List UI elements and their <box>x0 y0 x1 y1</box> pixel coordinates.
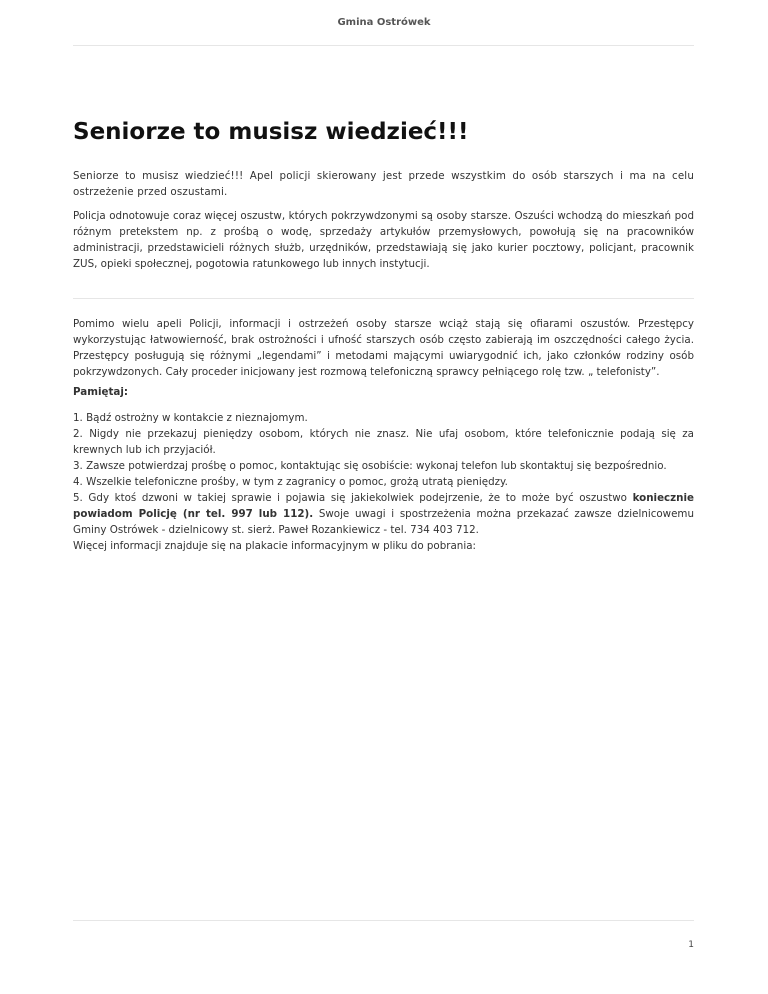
more-info-text: Więcej informacji znajduje się na plakacie informacyjnym w pliku do pobrania: <box>73 540 476 552</box>
body-paragraph: Pomimo wielu apeli Policji, informacji i ostrzeżeń osoby starsze wciąż stają się ofiarami oszustów. Przestępcy wykorzystując łatwowierność, brak ostrożności i ufność starszych osób często zabierają im oszczędności całego życia. Przestępcy posługują się różnymi „legendami” i metodami mającymi uwiarygodnić ich, jako członków rodziny osób pokrzywdzonych. Cały proceder inicjowany jest rozmową telefoniczną sprawcy pełniącego rolę tzw. „ telefonisty”. <box>73 318 694 378</box>
content-divider <box>73 298 694 299</box>
body-section <box>73 316 694 380</box>
tip5-text: 5. Gdy ktoś dzwoni w takiej sprawie i pojawia się jakiekolwiek podejrzenie, że to może być oszustwo <box>73 492 633 504</box>
tip-item: 4. Wszelkie telefoniczne prośby, w tym z zagranicy o pomoc, grożą utratą pieniędzy. <box>73 476 508 488</box>
tip-item: 3. Zawsze potwierdzaj prośbę o pomoc, kontaktując się osobiście: wykonaj telefon lub skontaktuj się bezpośrednio. <box>73 460 667 472</box>
tip-item: 1. Bądź ostrożny w kontakcie z nieznajomym. <box>73 412 308 424</box>
tip-item-5 <box>73 490 694 538</box>
more-info-section <box>73 538 694 554</box>
tip5-police-warning: koniecznie powiadom Policję (nr tel. 997 lub 112). <box>73 492 694 520</box>
page-title: Seniorze to musisz wiedzieć!!! <box>73 119 469 145</box>
remember-heading: Pamiętaj: <box>73 386 128 398</box>
tips-list <box>73 410 694 538</box>
remember-section <box>73 384 694 400</box>
lead-section <box>73 168 694 200</box>
footer-divider <box>73 920 694 921</box>
page-number: 1 <box>688 940 694 950</box>
intro-paragraph: Policja odnotowuje coraz więcej oszustw, których pokrzywdzonymi są osoby starsze. Oszuści wchodzą do mieszkań pod różnym pretekstem np. z prośbą o wodę, sprzedaży artykułów przemysłowych, powołują się na pracowników administracji, przedstawicieli różnych służb, urzędników, przedstawiają się jako kurier pocztowy, policjant, pracownik ZUS, opieki społecznej, pogotowia ratunkowego lub innych instytucji. <box>73 210 694 270</box>
tip5-contact-text: Swoje uwagi i spostrzeżenia można przekazać zawsze dzielnicowemu Gminy Ostrówek - dzielnicowy st. sierż. Paweł Rozankiewicz - tel. 734 403 712. <box>73 508 694 536</box>
intro-section <box>73 208 694 272</box>
lead-paragraph: Seniorze to musisz wiedzieć!!! Apel policji skierowany jest przede wszystkim do osób starszych i ma na celu ostrzeżenie przed oszustami. <box>73 170 694 198</box>
site-name-header: Gmina Ostrówek <box>337 17 431 28</box>
header-divider <box>73 45 694 46</box>
tip-item: 2. Nigdy nie przekazuj pieniędzy osobom, których nie znasz. Nie ufaj osobom, które telefonicznie podają się za krewnych lub ich przyjaciół. <box>73 428 694 456</box>
